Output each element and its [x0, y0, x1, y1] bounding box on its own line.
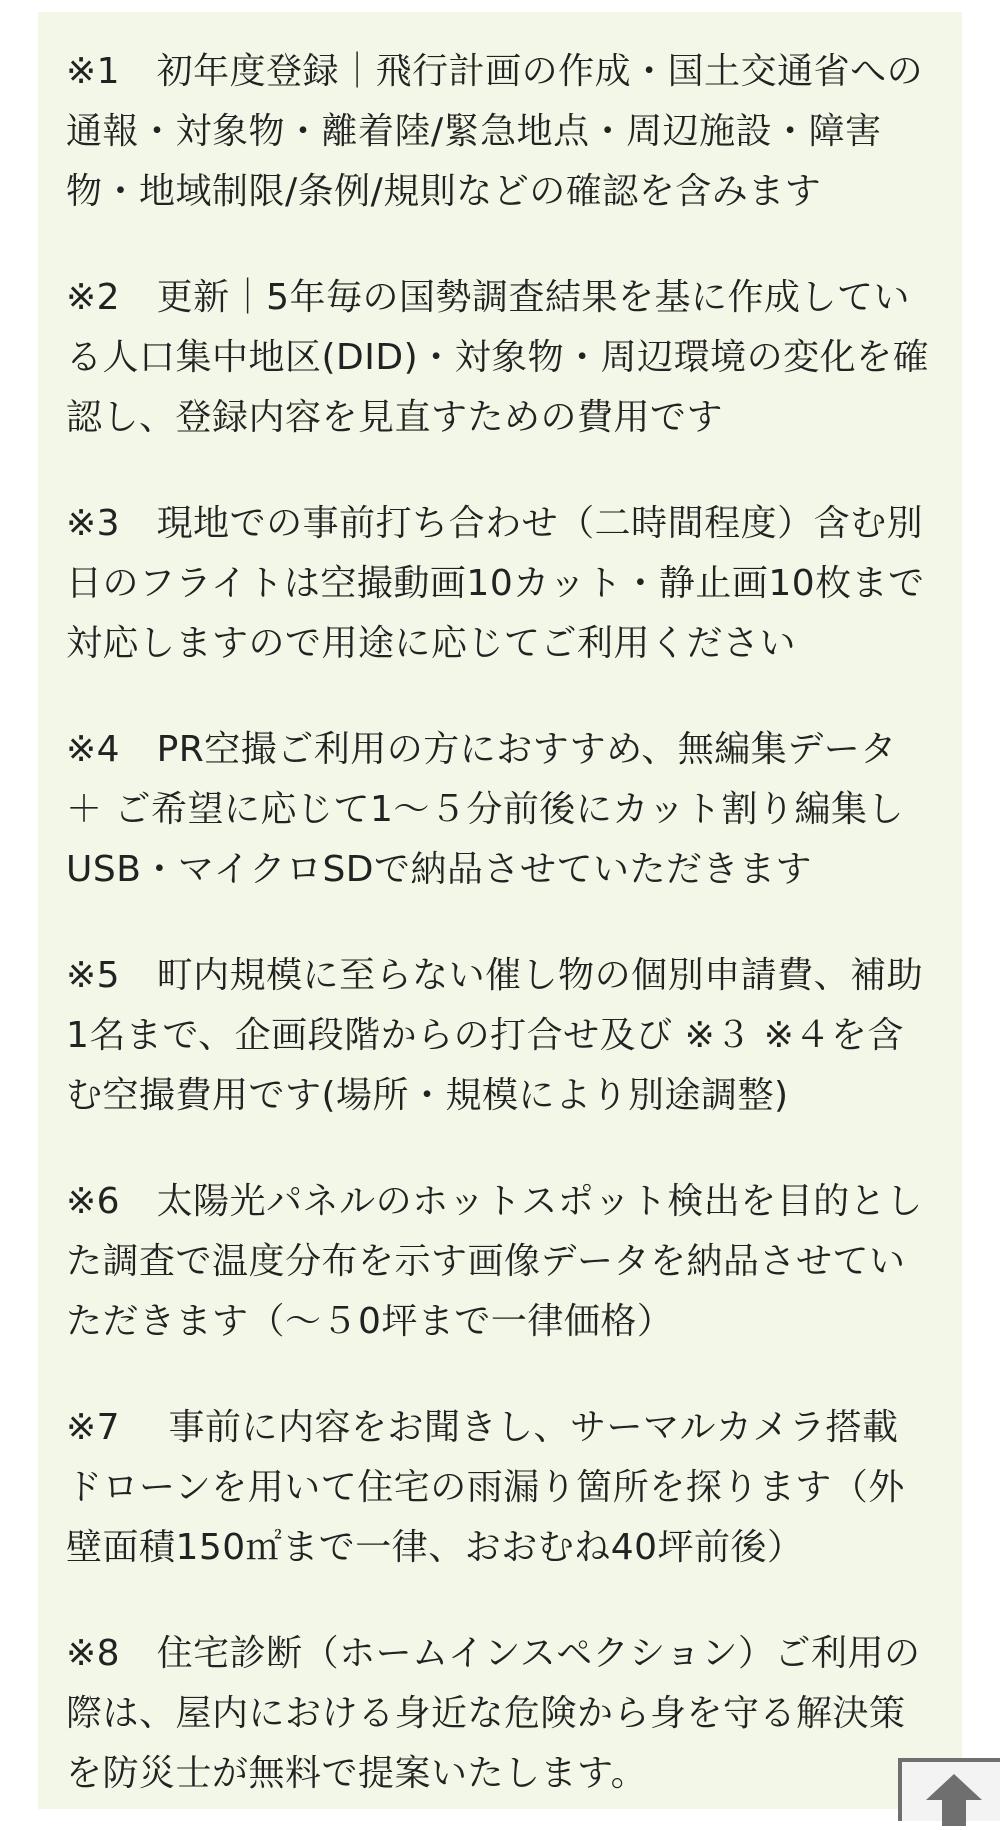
scroll-to-top-button[interactable] [898, 1758, 1000, 1821]
note-2: ※2 更新｜5年毎の国勢調査結果を基に作成している人口集中地区(DID)・対象物・周辺環境の変化を確認し、登録内容を見直すための費用です [66, 277, 930, 438]
arrow-up-icon [924, 1770, 984, 1830]
note-4: ※4 PR空撮ご利用の方におすすめ、無編集データ ＋ ご希望に応じて1〜５分前後にカット割り編集しUSB・マイクロSDで納品させていただきます [66, 729, 904, 890]
note-1: ※1 初年度登録｜飛行計画の作成・国土交通省への通報・対象物・離着陸/緊急地点・周辺施設・障害物・地域制限/条例/規則などの確認を含みます [66, 51, 924, 212]
notes-panel [38, 12, 962, 1809]
note-3: ※3 現地での事前打ち合わせ（二時間程度）含む別日のフライトは空撮動画10カット・静止画10枚まで対応しますので用途に応じてご利用ください [66, 503, 925, 664]
note-6: ※6 太陽光パネルのホットスポット検出を目的とした調査で温度分布を示す画像データを納品させていただきます（〜５0坪まで一律価格） [66, 1181, 923, 1342]
note-8: ※8 住宅診断（ホームインスペクション）ご利用の際は、屋内における身近な危険から身を守る解決策を防災士が無料で提案いたします。 [66, 1633, 921, 1794]
note-7: ※7 事前に内容をお聞きし、サーマルカメラ搭載ドローンを用いて住宅の雨漏り箇所を探ります（外壁面積150㎡まで一律、おおむね40坪前後） [66, 1407, 905, 1568]
note-5: ※5 町内規模に至らない催し物の個別申請費、補助1名まで、企画段階からの打合せ及び ※３ ※４を含む空撮費用です(場所・規模により別途調整) [66, 955, 924, 1116]
